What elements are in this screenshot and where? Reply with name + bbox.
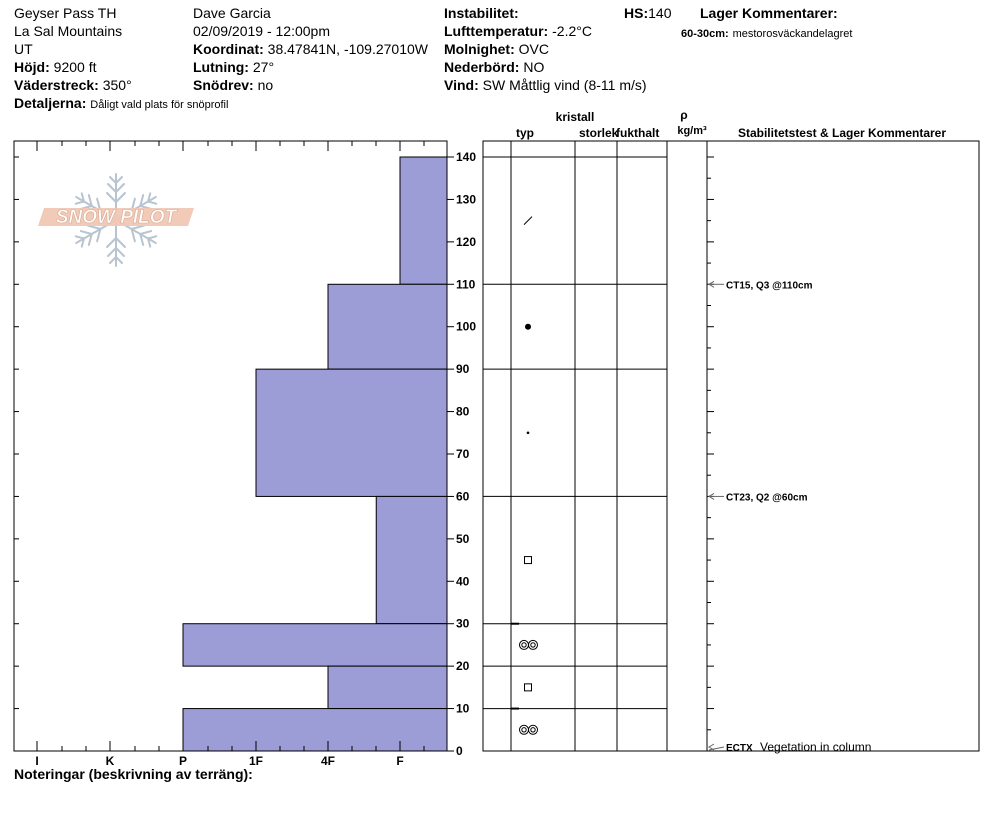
height-tick-label: 60 [456, 489, 470, 504]
aspect-value: 350° [102, 77, 132, 93]
hardness-tick-label: 1F [248, 754, 264, 768]
height-tick-label: 20 [456, 659, 470, 674]
rounded-grains-icon [525, 324, 531, 330]
drift-value: no [257, 77, 274, 93]
height-tick-label: 80 [456, 404, 470, 419]
aspect-label: Väderstreck: [14, 77, 99, 93]
profile-table-frame [483, 141, 979, 751]
hardness-tick-label: F [396, 754, 404, 768]
instability-label: Instabilitet: [444, 5, 519, 21]
coordinate-label: Koordinat: [193, 41, 264, 57]
stability-comment-2: Vegetation in column [760, 740, 872, 754]
details-value: Dåligt vald plats för snöprofil [90, 99, 229, 111]
height-tick-label: 130 [456, 192, 477, 207]
small-rounds-icon [527, 431, 530, 434]
logo-text: SNOW PILOT [55, 207, 177, 228]
hs-label: HS: [624, 5, 649, 21]
height-tick-label: 70 [456, 447, 470, 461]
observer: Dave Garcia [193, 5, 271, 21]
height-tick-label: 90 [456, 362, 470, 377]
decomposing-fragments-icon [524, 217, 532, 225]
elevation-label: Höjd: [14, 59, 50, 75]
height-tick-label: 100 [456, 319, 477, 334]
melt-forms-icon [531, 643, 535, 647]
height-tick-label: 140 [456, 150, 477, 164]
hardness-bar-6 [183, 709, 447, 751]
melt-forms-icon [529, 640, 538, 649]
precip-label: Nederbörd: [444, 59, 520, 75]
col-rho: ρ [680, 108, 688, 122]
hardness-bar-5 [328, 666, 447, 708]
hardness-tick-label: 4F [320, 754, 336, 768]
melt-forms-icon [520, 725, 529, 734]
mountain-range: La Sal Mountains [14, 23, 123, 39]
hs-value: 140 [648, 5, 672, 21]
layer-comments-label: Lager Kommentarer: [700, 5, 838, 21]
slope-label: Lutning: [193, 59, 249, 75]
details-label: Detaljerna: [14, 95, 87, 111]
hardness-bars [183, 157, 447, 751]
wind-label: Vind: [444, 77, 479, 93]
melt-forms-icon [529, 725, 538, 734]
elevation-value: 9200 ft [53, 59, 97, 75]
height-tick-label: 40 [456, 574, 470, 589]
height-tick-label: 120 [456, 234, 477, 249]
melt-forms-icon [522, 728, 526, 732]
hardness-tick-label: K [105, 754, 115, 768]
hardness-bar-2 [256, 369, 447, 496]
coordinate-value: 38.47841N, -109.27010W [267, 41, 428, 57]
layer-comment-text: mestorosväckandelagret [732, 28, 853, 40]
height-tick-label: 30 [456, 616, 470, 631]
col-moisture: fukthalt [616, 126, 660, 140]
grain-symbols [520, 217, 538, 735]
layer-comment-range: 60-30cm: [681, 28, 729, 40]
drift-label: Snödrev: [193, 77, 254, 93]
date-time: 02/09/2019 - 12:00pm [193, 23, 330, 39]
hardness-bar-4 [183, 624, 447, 666]
faceted-crystals-icon [525, 684, 532, 691]
hardness-tick-label: P [178, 754, 188, 768]
hardness-tick-label: I [35, 754, 39, 768]
location-name: Geyser Pass TH [14, 5, 117, 21]
col-type: typ [516, 126, 534, 140]
col-size: storlek [579, 126, 619, 140]
slope-value: 27° [252, 59, 275, 75]
table-border [483, 141, 979, 751]
hardness-bar-0 [400, 157, 447, 284]
height-tick-label: 110 [456, 277, 476, 292]
melt-forms-icon [531, 728, 535, 732]
state: UT [14, 41, 33, 57]
sky-value: OVC [518, 41, 549, 57]
stability-test-1: CT23, Q2 @60cm [726, 492, 808, 504]
melt-forms-icon [520, 640, 529, 649]
hardness-bar-1 [328, 284, 447, 369]
height-axis [447, 150, 714, 758]
col-crystal: kristall [555, 110, 595, 124]
height-tick-label: 50 [456, 531, 470, 546]
col-density-unit: kg/m³ [677, 125, 707, 137]
notes-label: Noteringar (beskrivning av terräng): [14, 766, 253, 782]
wind-direction: SW [482, 77, 506, 93]
air-temp-value: -2.2°C [552, 23, 592, 39]
air-temp-label: Lufttemperatur: [444, 23, 549, 39]
wind-speed: Måttlig vind (8-11 m/s) [509, 77, 647, 93]
faceted-crystals-icon [525, 557, 532, 564]
height-tick-label: 10 [456, 701, 470, 716]
height-tick-label: 0 [456, 744, 463, 758]
melt-forms-icon [522, 643, 526, 647]
stability-test-0: CT15, Q3 @110cm [726, 280, 813, 292]
hardness-bar-3 [376, 496, 447, 623]
sky-label: Molnighet: [444, 41, 515, 57]
stability-test-2: ECTX [726, 743, 753, 754]
precip-value: NO [523, 59, 545, 75]
stability-tests [709, 280, 871, 754]
col-stability: Stabilitetstest & Lager Kommentarer [737, 126, 947, 140]
